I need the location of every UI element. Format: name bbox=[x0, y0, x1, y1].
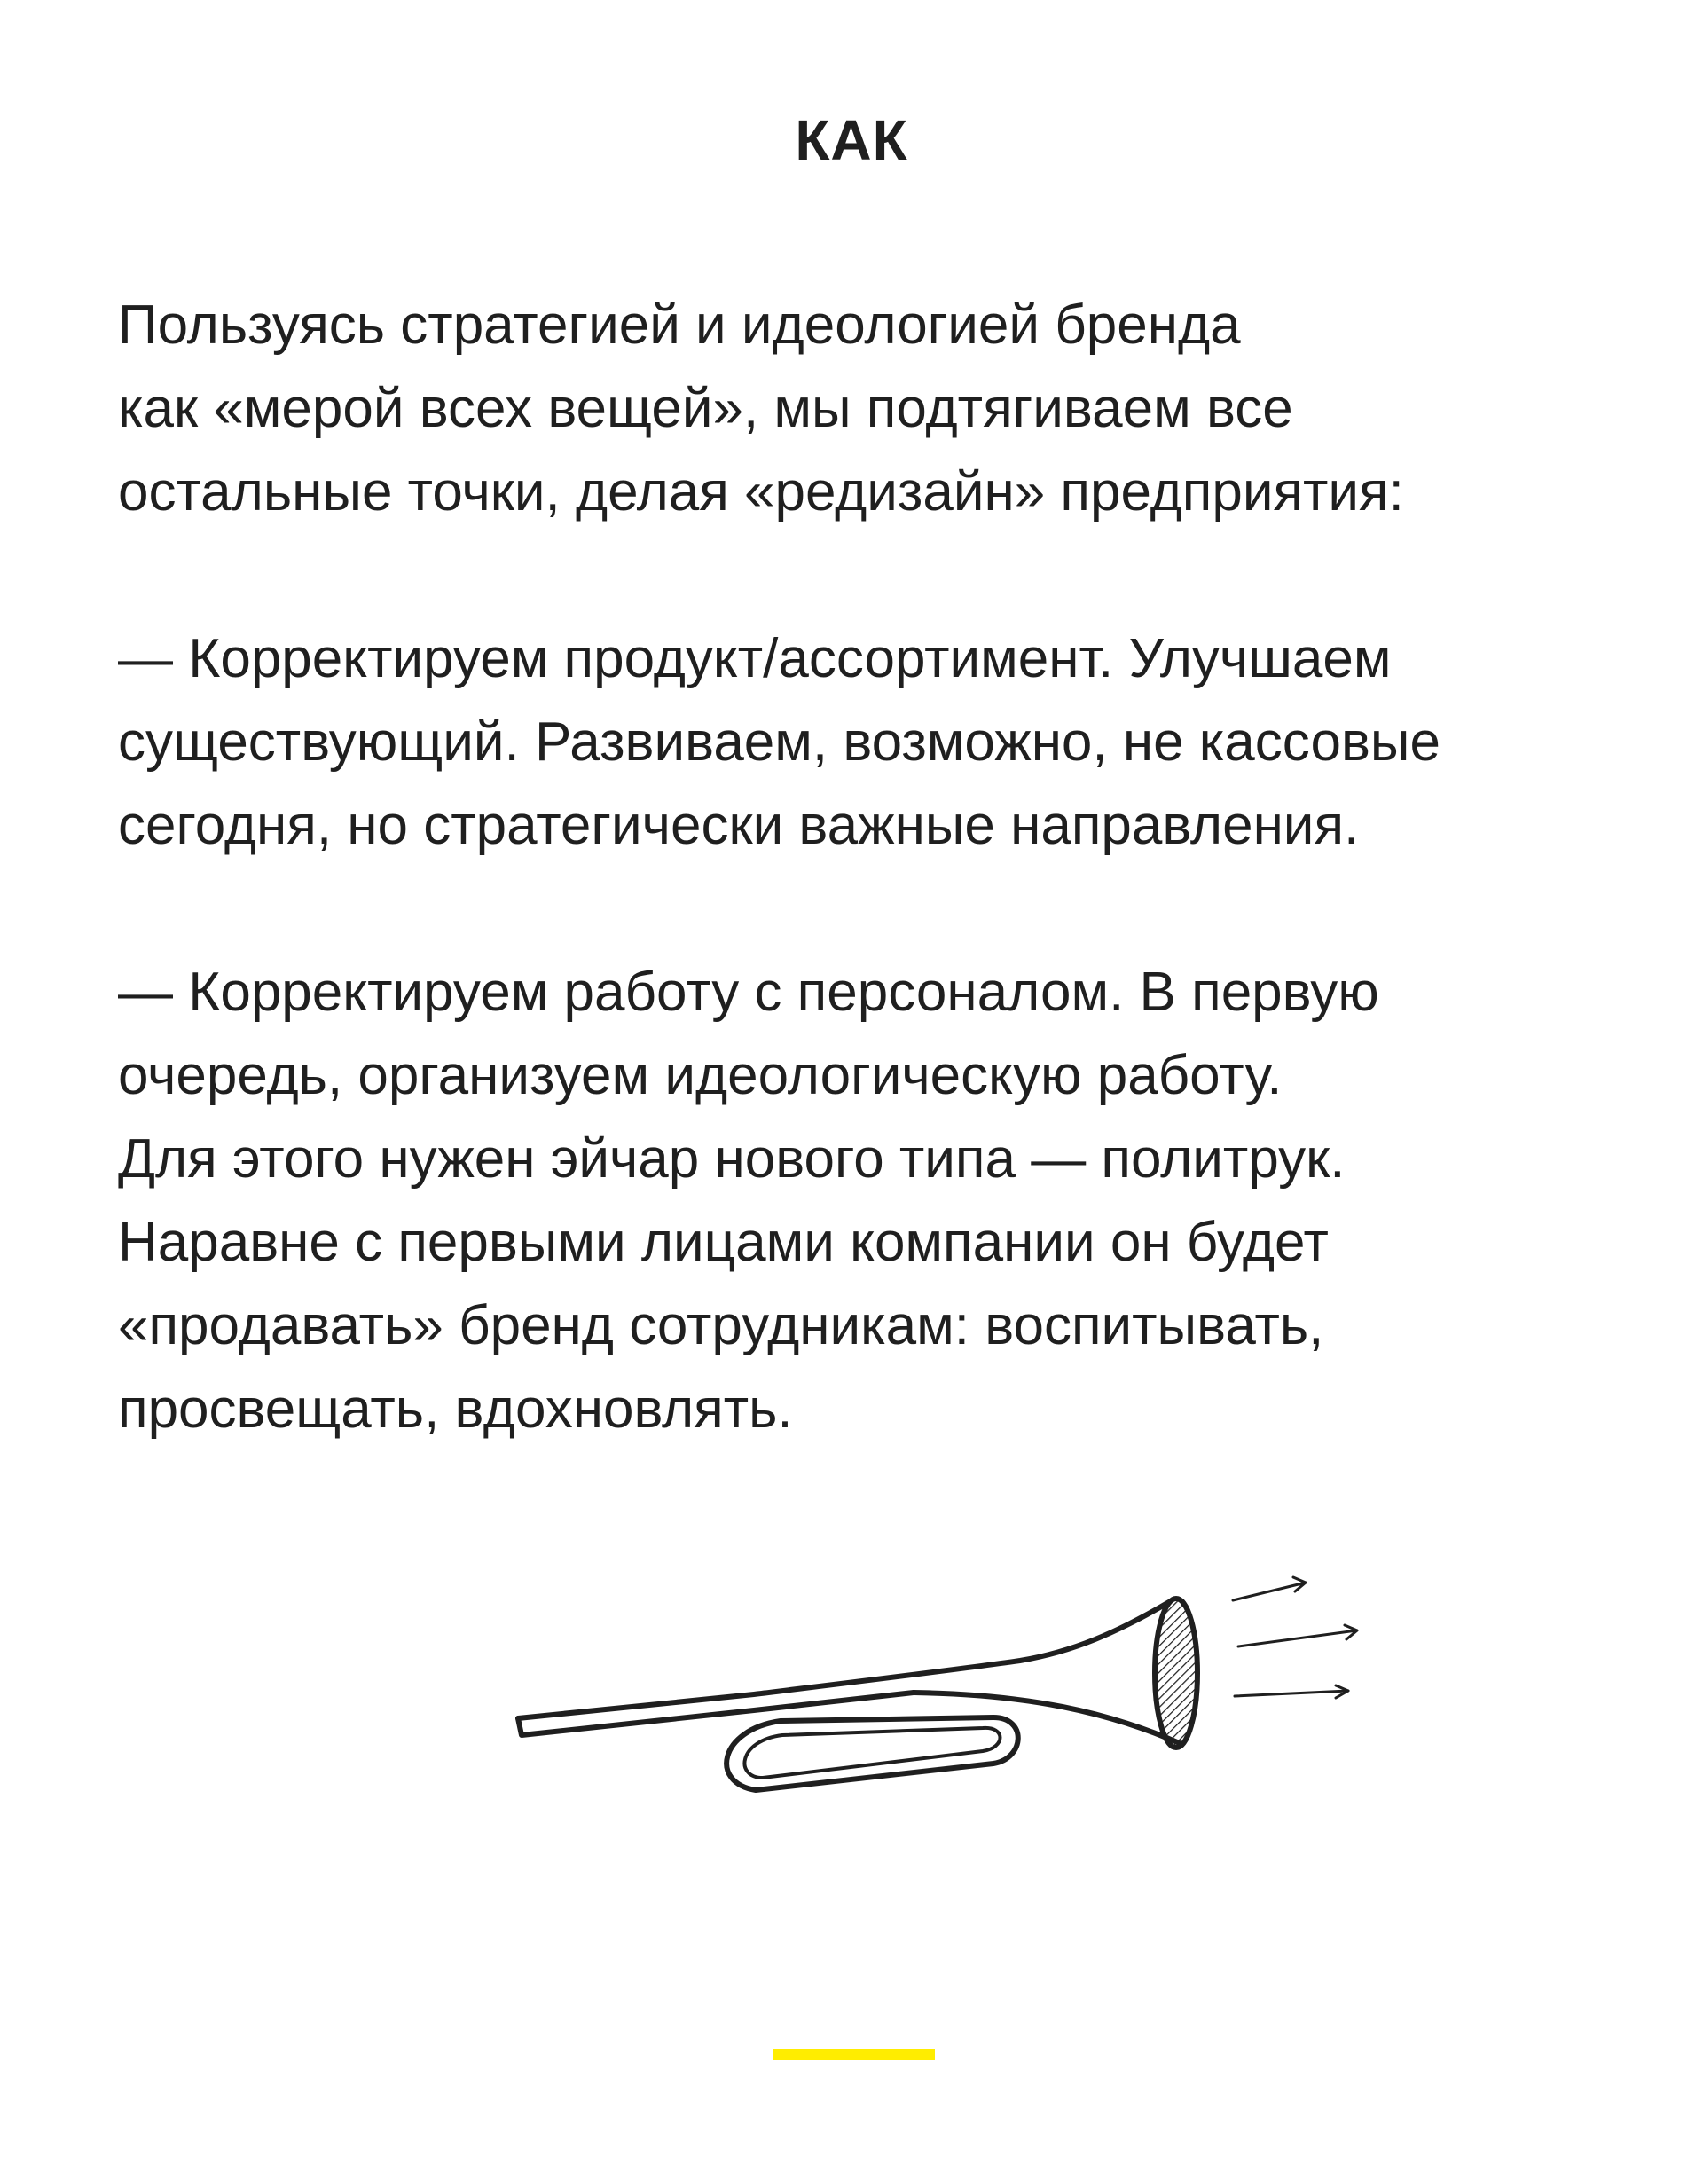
text-line: Наравне с первыми лицами компании он будет bbox=[118, 1212, 1329, 1273]
text-line: — Корректируем работу с персоналом. В первую bbox=[118, 962, 1379, 1023]
accent-bar bbox=[773, 2049, 935, 2060]
text-line: Пользуясь стратегией и идеологией бренда bbox=[118, 295, 1241, 356]
text-line: сегодня, но стратегически важные направления. bbox=[118, 795, 1360, 856]
paragraph-product bbox=[118, 617, 1626, 868]
page-title: КАК bbox=[795, 108, 908, 172]
text-line: существующий. Развиваем, возможно, не кассовые bbox=[118, 711, 1440, 773]
trumpet-icon bbox=[497, 1561, 1384, 1827]
paragraph-intro bbox=[118, 284, 1626, 534]
text-line: Для этого нужен эйчар нового типа — политрук. bbox=[118, 1128, 1346, 1190]
text-line: остальные точки, делая «редизайн» предприятия: bbox=[118, 461, 1404, 522]
text-line: как «мерой всех вещей», мы подтягиваем все bbox=[118, 378, 1293, 439]
text-line: просвещать, вдохновлять. bbox=[118, 1379, 793, 1440]
body-text bbox=[118, 284, 1626, 1451]
text-line: «продавать» бренд сотрудникам: воспитывать, bbox=[118, 1295, 1324, 1356]
paragraph-personnel bbox=[118, 951, 1626, 1451]
text-line: очередь, организуем идеологическую работу. bbox=[118, 1045, 1283, 1106]
text-line: — Корректируем продукт/ассортимент. Улучшаем bbox=[118, 628, 1392, 689]
